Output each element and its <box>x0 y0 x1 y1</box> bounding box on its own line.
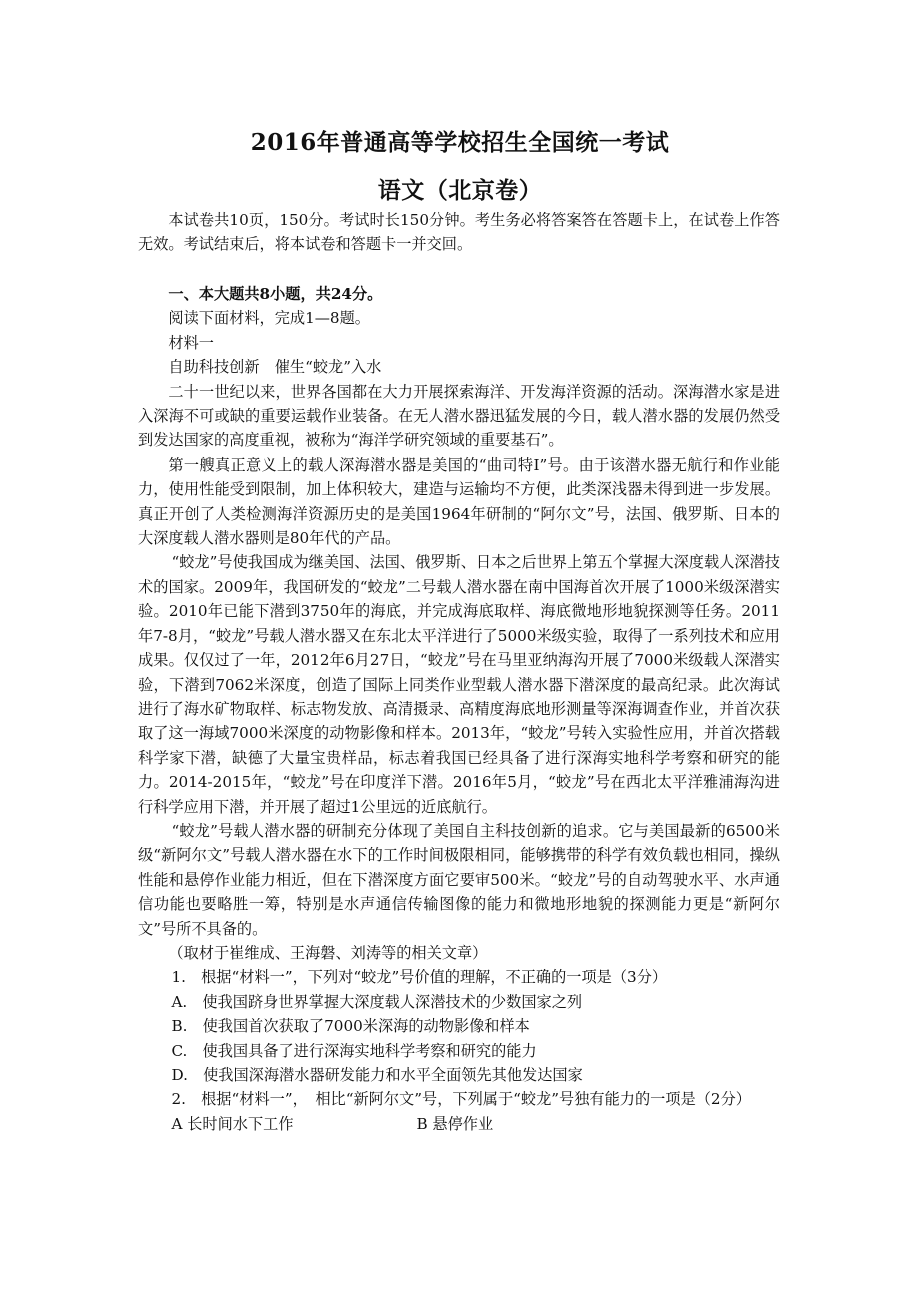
exam-instructions <box>138 208 780 257</box>
paragraph: “蛟龙”号使我国成为继美国、法国、俄罗斯、日本之后世界上第五个掌握大深度载人深潜技术的国家。2009年，我国研发的“蛟龙”二号载人潜水器在南中国海首次开展了1000米级深潜实验。2010年已能下潜到3750年的海底，并完成海底取样、海底微地形地貌探测等任务。2011年7-8月，“蛟龙”号载人潜水器又在东北太平洋进行了5000米级实验，取得了一系列技术和应用成果。仅仅过了一年，2012年6月27日，“蛟龙”号在马里亚纳海沟开展了7000米级载人深潜实验，下潜到7062米深度，创造了国际上同类作业型载人潜水器下潜深度的最高纪录。此次海试进行了海水矿物取样、标志物发放、高清摄录、高精度海底地形测量等深海调查作业，并首次获取了这一海域7000米深度的动物影像和样本。2013年，“蛟龙”号转入实验性应用，并首次搭载科学家下潜，缺德了大量宝贵样品，标志着我国已经具备了进行深海实地科学考察和研究的能力。2014-2015年，“蛟龙”号在印度洋下潜。2016年5月，“蛟龙”号在西北太平洋雅浦海沟进行科学应用下潜，并开展了超过1公里远的近底航行。 <box>138 553 780 816</box>
question-2-option-a: A 长时间水下工作 <box>171 1114 294 1133</box>
source-note: （取材于崔维成、王海磐、刘涛等的相关文章） <box>168 943 488 962</box>
section-one <box>138 282 780 1136</box>
instructions-text: 本试卷共10页，150分。考试时长150分钟。考生务必将答案答在答题卡上，在试卷上作答无效。考试结束后，将本试卷和答题卡一并交回。 <box>138 211 780 254</box>
question-2-option-b: B 悬停作业 <box>416 1114 494 1133</box>
material-label: 材料一 <box>168 333 214 352</box>
question-2-options <box>138 1112 780 1136</box>
question-1-option-d: D. 使我国深海潜水器研发能力和水平全面领先其他发达国家 <box>171 1066 583 1084</box>
paragraph: 二十一世纪以来，世界各国都在大力开展探索海洋、开发海洋资源的活动。深海潜水家是进入深海不可或缺的重要运载作业装备。在无人潜水器迅猛发展的今日，载人潜水器的发展仍然受到发达国家的高度重视，被称为“海洋学研究领域的重要基石”。 <box>138 382 780 450</box>
article-title: 自助科技创新 催生“蛟龙”入水 <box>168 358 382 377</box>
question-1-option-a: A. 使我国跻身世界掌握大深度载人深潜技术的少数国家之列 <box>171 992 583 1011</box>
paragraph: “蛟龙”号载人潜水器的研制充分体现了美国自主科技创新的追求。它与美国最新的6500米级“新阿尔文”号载人潜水器在水下的工作时间极限相同，能够携带的科学有效负载也相同，操纵性能和悬停作业能力相近，但在下潜深度方面它要审500米。“蛟龙”号的自动驾驶水平、水声通信功能也要略胜一筹，特别是水声通信传输图像的能力和微地形地貌的探测能力更是“新阿尔文”号所不具备的。 <box>138 821 780 938</box>
section-heading: 一、本大题共8小题，共24分。 <box>168 285 383 303</box>
exam-title: 2016年普通高等学校招生全国统一考试 <box>250 129 670 156</box>
question-1-stem: 1. 根据“材料一”，下列对“蛟龙”号价值的理解，不正确的一项是（3分） <box>171 968 668 987</box>
question-1-option-c: C. 使我国具备了进行深海实地科学考察和研究的能力 <box>171 1041 537 1060</box>
question-1-option-b: B. 使我国首次获取了7000米深海的动物影像和样本 <box>171 1017 530 1036</box>
question-2-stem: 2. 根据“材料一”， 相比“新阿尔文”号，下列属于“蛟龙”号独有能力的一项是（2分） <box>171 1090 751 1109</box>
reading-instruction: 阅读下面材料，完成1—8题。 <box>168 309 370 328</box>
exam-subtitle: 语文（北京卷） <box>377 177 543 204</box>
paragraph: 第一艘真正意义上的载人深海潜水器是美国的“曲司特I”号。由于该潜水器无航行和作业能力，使用性能受到限制，加上体积较大，建造与运输均不方便，此类深浅器未得到进一步发展。真正开创了人类检测海洋资源历史的是美国1964年研制的“阿尔文”号，法国、俄罗斯、日本的大深度载人潜水器则是80年代的产品。 <box>138 455 780 548</box>
